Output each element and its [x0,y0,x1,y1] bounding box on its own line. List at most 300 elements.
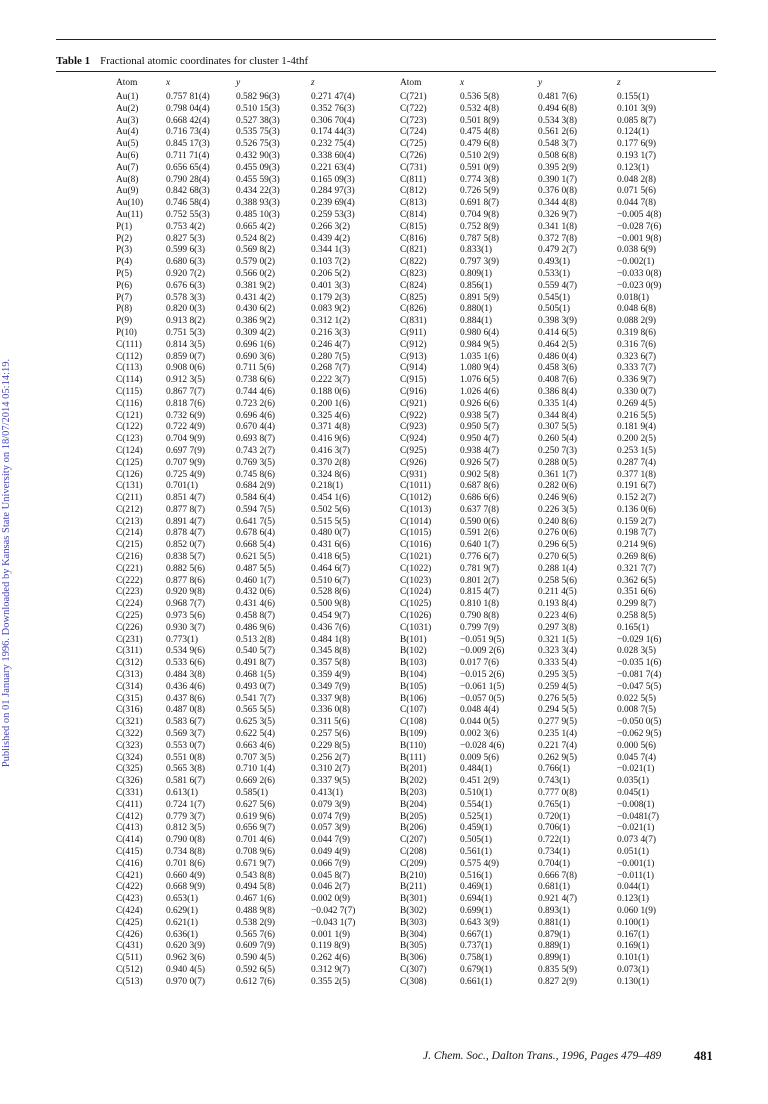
table-cell: C(425) [116,917,143,928]
table-cell: 0.569 3(7) [166,729,206,740]
download-notice[interactable]: Published on 01 January 1996. Downloaded by Kansas State University on 18/07/2014 05:14:19. [1,358,12,768]
table-cell: 0.734(1) [538,847,571,857]
table-cell: −0.011(1) [617,870,654,881]
table-cell: 0.679(1) [460,964,493,975]
table-cell: 0.295 3(5) [538,670,578,681]
table-cell: 0.668 5(4) [236,540,276,551]
table-cell: C(925) [400,445,427,456]
table-cell: −0.021(1) [617,764,655,775]
table-cell: C(824) [400,280,427,291]
table-cell: 0.491 8(7) [236,658,276,669]
table-cell: 0.968 7(7) [166,599,206,610]
table-cell: 0.319 8(6) [617,327,657,338]
table-cell: 0.280 7(5) [311,351,351,362]
table-cell: 0.270 6(5) [538,552,578,563]
table-cell: 0.028 3(5) [617,646,657,657]
table-cell: C(115) [116,386,143,397]
table-cell: 0.984 9(5) [460,339,500,350]
table-cell: 0.216 3(3) [311,327,351,338]
table-cell: C(913) [400,351,427,362]
table-cell: 0.565 3(8) [166,764,206,775]
table-cell: 0.165(1) [617,622,650,633]
table-cell: B(106) [400,693,427,704]
table-cell: 0.889(1) [538,941,571,952]
table-cell: B(103) [400,658,427,669]
table-cell: 0.699(1) [460,905,493,916]
table-cell: C(111) [116,339,142,350]
table-cell: C(1023) [400,575,432,586]
table-cell: 0.362 6(5) [617,575,657,586]
table-cell: 0.222 3(7) [311,375,351,386]
table-cell: −0.029 1(6) [617,634,662,645]
table-cell: 0.276 5(5) [538,693,578,704]
table-cell: 0.479 6(8) [460,139,500,150]
table-cell: P(3) [116,245,133,256]
table-cell: 0.388 93(3) [236,198,280,209]
table-cell: 0.436 4(6) [166,681,206,692]
table-cell: 0.073(1) [617,964,650,975]
table-cell: 0.681(1) [538,882,571,893]
table-cell: C(424) [116,905,143,916]
table-cell: 0.324 8(6) [311,469,351,480]
table-cell: 0.454 1(6) [311,493,351,504]
table-cell: −0.061 1(5) [460,681,505,692]
table-cell: 0.950 4(7) [460,434,500,445]
table-cell: 0.707 9(9) [166,457,206,468]
table-cell: 0.538 2(9) [236,917,276,928]
table-cell: 0.666 7(8) [538,870,578,881]
table-cell: C(811) [400,174,427,185]
table-cell: 0.288 0(5) [538,457,578,468]
table-cell: −0.050 0(5) [617,717,662,728]
table-cell: 0.009 5(6) [460,752,500,763]
table-cell: 0.494 5(8) [236,882,276,893]
table-cell: −0.028 4(6) [460,740,505,751]
table-cell: 0.912 3(5) [166,375,206,386]
table-cell: 0.543 8(8) [236,870,276,881]
table-cell: 0.678 6(4) [236,528,276,539]
table-cell: 0.246 4(7) [311,339,351,350]
table-cell: 0.071 5(6) [617,186,657,197]
table-cell: 0.637 7(8) [460,504,500,515]
table-cell: P(2) [116,233,133,244]
table-cell: C(307) [400,964,427,975]
table-cell: 0.691 8(7) [460,198,500,209]
table-cell: 0.048 6(8) [617,304,657,315]
table-cell: 0.022 5(5) [617,693,657,704]
table-cell: C(931) [400,469,427,480]
z-header: z [311,78,315,88]
table-cell: 0.100(1) [617,917,650,928]
table-cell: 0.653(1) [166,894,199,905]
table-cell: 0.590 4(5) [236,953,276,964]
table-cell: 0.722 4(9) [166,422,206,433]
table-cell: 0.258 8(5) [617,611,657,622]
table-cell: 0.746 58(4) [166,198,210,209]
table-cell: 0.704 9(9) [166,434,206,445]
table-cell: 0.533(1) [538,268,571,279]
table-cell: C(911) [400,327,427,338]
table-cell: 0.723 2(6) [236,398,276,409]
table-cell: 0.663 4(6) [236,740,276,751]
table-cell: 0.240 8(6) [538,516,578,527]
table-cell: C(314) [116,681,143,692]
table-cell: 0.565 5(5) [236,705,276,716]
table-cell: 0.044(1) [617,882,650,893]
table-cell: 0.599 6(3) [166,245,206,256]
table-cell: 0.002 3(6) [460,729,500,740]
table-cell: 0.697 7(9) [166,445,206,456]
table-cell: 0.221 7(4) [538,740,578,751]
table-cell: 0.510 2(9) [460,150,500,161]
table-cell: 1.035 1(6) [460,351,500,362]
table-cell: C(208) [400,847,427,857]
table-cell: C(823) [400,268,427,279]
table-cell: 0.357 5(8) [311,658,351,669]
table-cell: 0.049 4(9) [311,847,351,857]
table-cell: 0.505(1) [538,304,571,315]
table-cell: 0.336 9(7) [617,375,657,386]
table-cell: 0.902 5(8) [460,469,500,480]
table-cell: 0.920 9(8) [166,587,206,598]
table-cell: −0.015 2(6) [460,670,505,681]
table-cell: P(10) [116,327,137,338]
table-cell: 0.214 9(6) [617,540,657,551]
table-cell: 0.765(1) [538,799,571,810]
table-cell: 0.057 3(9) [311,823,351,834]
table-cell: 0.017 7(6) [460,658,500,669]
table-cell: Au(8) [116,174,139,185]
table-cell: 0.613(1) [166,788,199,799]
table-cell: C(513) [116,976,143,987]
table-cell: C(114) [116,375,143,386]
table-cell: C(126) [116,469,143,480]
table-cell: 0.640 1(7) [460,540,500,551]
table-cell: 0.486 9(6) [236,622,276,633]
table-cell: −0.047 5(5) [617,681,662,692]
table-cell: 0.414 6(5) [538,327,578,338]
table-cell: C(921) [400,398,427,409]
table-cell: 0.085 8(7) [617,115,657,126]
table-cell: 0.701 8(6) [166,858,206,869]
table-cell: C(112) [116,351,143,362]
table-label: Table 1 [56,55,91,67]
table-cell: C(723) [400,115,427,126]
table-cell: 0.336 0(8) [311,705,351,716]
table-cell: 0.323 3(4) [538,646,578,657]
table-cell: 0.908 0(6) [166,363,206,374]
table-cell: C(511) [116,953,143,964]
table-cell: C(321) [116,717,143,728]
table-cell: 0.591 0(9) [460,162,500,173]
table-cell: C(215) [116,540,143,551]
table-cell: C(1011) [400,481,431,492]
table-cell: 0.430 6(2) [236,304,276,315]
table-cell: 0.079 3(9) [311,799,351,810]
table-cell: 0.810 1(8) [460,599,500,610]
table-cell: 0.757 81(4) [166,92,210,102]
table-cell: 0.468 1(5) [236,670,276,681]
table-cell: 0.532 4(8) [460,103,500,114]
table-cell: 0.704 9(8) [460,209,500,220]
table-cell: Au(10) [116,198,144,209]
table-cell: 0.835 5(9) [538,964,578,975]
right-z-column [617,78,661,989]
table-cell: C(113) [116,363,143,374]
table-cell: 0.926 5(7) [460,457,500,468]
table-cell: 0.710 1(4) [236,764,276,775]
table-cell: 0.545(1) [538,292,571,303]
table-cell: C(207) [400,835,427,846]
table-cell: 0.540 5(7) [236,646,276,657]
table-title: Fractional atomic coordinates for cluster 1-4thf [100,55,309,67]
table-cell: C(221) [116,563,143,574]
table-cell: C(915) [400,375,427,386]
table-cell: 0.455 09(3) [236,162,280,173]
table-cell: 0.044 0(5) [460,717,500,728]
table-cell: 0.852 0(7) [166,540,206,551]
table-cell: 0.583 6(7) [166,717,206,728]
table-cell: 0.259 53(3) [311,209,355,220]
table-cell: 0.620 3(9) [166,941,206,952]
table-cell: 0.591 2(6) [460,528,500,539]
table-cell: −0.062 9(5) [617,729,662,740]
table-cell: 0.668 42(4) [166,115,210,126]
table-cell: 0.696 4(6) [236,410,276,421]
table-cell: 0.046 2(7) [311,882,351,893]
table-cell: 0.773(1) [166,634,199,645]
table-cell: 0.271 47(4) [311,92,355,102]
table-cell: 0.341 1(8) [538,221,578,232]
table-cell: 0.288 1(4) [538,563,578,574]
table-cell: B(305) [400,941,427,952]
table-cell: 0.307 5(5) [538,422,578,433]
table-cell: 0.475 4(8) [460,127,500,138]
table-cell: 0.973 5(6) [166,611,206,622]
table-cell: C(415) [116,847,143,857]
table-cell: B(101) [400,634,427,645]
table-cell: 0.798 04(4) [166,103,210,114]
table-cell: 0.548 3(7) [538,139,578,150]
table-cell: 0.493 0(7) [236,681,276,692]
table-cell: 0.609 7(9) [236,941,276,952]
page-number: 481 [694,1049,713,1063]
table-cell: −0.008(1) [617,799,655,810]
table-cell: 0.101(1) [617,953,650,964]
table-cell: C(924) [400,434,427,445]
table-cell: 0.386 8(4) [538,386,578,397]
table-cell: 1.080 9(4) [460,363,500,374]
table-cell: 0.619 9(6) [236,811,276,822]
table-cell: C(1013) [400,504,432,515]
table-cell: 0.524 8(2) [236,233,276,244]
table-cell: 0.136 0(6) [617,504,657,515]
table-cell: C(722) [400,103,427,114]
table-cell: 0.130(1) [617,976,650,987]
table-cell: 0.101 3(9) [617,103,657,114]
table-cell: 0.299 8(7) [617,599,657,610]
table-cell: C(1016) [400,540,432,551]
table-cell: C(822) [400,257,427,268]
table-cell: 0.451 2(9) [460,776,500,787]
table-cell: C(1022) [400,563,432,574]
table-cell: C(1014) [400,516,432,527]
table-cell: 0.235 1(4) [538,729,578,740]
table-cell: 0.337 9(8) [311,693,351,704]
table-cell: 0.690 3(6) [236,351,276,362]
table-cell: 0.585(1) [236,788,269,799]
table-cell: −0.051 9(5) [460,634,505,645]
table-cell: C(831) [400,316,427,327]
table-cell: 0.436 7(6) [311,622,351,633]
table-cell: 0.684 2(9) [236,481,276,492]
table-cell: C(225) [116,611,143,622]
table-cell: 0.534 9(6) [166,646,206,657]
table-cell: 0.594 7(5) [236,504,276,515]
table-cell: −0.033 0(8) [617,268,662,279]
table-cell: C(214) [116,528,143,539]
table-cell: 0.257 5(6) [311,729,351,740]
table-cell: 0.297 3(8) [538,622,578,633]
table-cell: 0.177 6(9) [617,139,657,150]
table-cell: 0.038 6(9) [617,245,657,256]
table-cell: 0.745 8(6) [236,469,276,480]
table-cell: Au(1) [116,92,139,102]
table-cell: C(123) [116,434,143,445]
table-cell: B(306) [400,953,427,964]
table-cell: C(422) [116,882,143,893]
table-cell: 0.643 3(9) [460,917,500,928]
table-cell: C(816) [400,233,427,244]
table-cell: B(205) [400,811,427,822]
table-cell: 0.930 3(7) [166,622,206,633]
right-atom-column [400,78,431,989]
table-cell: P(6) [116,280,133,291]
table-cell: 0.074 7(9) [311,811,351,822]
table-cell: 0.338 60(4) [311,150,355,161]
table-cell: 0.921 4(7) [538,894,578,905]
table-cell: 0.269 8(6) [617,552,657,563]
table-cell: 0.395 2(9) [538,162,578,173]
table-cell: −0.001(1) [617,858,655,869]
table-cell: 1.026 4(6) [460,386,500,397]
table-cell: C(324) [116,752,143,763]
table-cell: 0.693 8(7) [236,434,276,445]
table-cell: B(104) [400,670,427,681]
table-cell: 0.377 1(8) [617,469,657,480]
table-cell: 0.044 7(8) [617,198,657,209]
table-cell: 0.877 8(6) [166,575,206,586]
table-cell: −0.028 7(6) [617,221,662,232]
table-cell: 0.716 73(4) [166,127,210,138]
table-cell: 0.671 9(7) [236,858,276,869]
table-cell: 0.707 3(5) [236,752,276,763]
table-cell: C(124) [116,445,143,456]
table-cell: 0.501 8(9) [460,115,500,126]
table-cell: 0.694(1) [460,894,493,905]
table-cell: 0.528 8(6) [311,587,351,598]
left-x-column [166,78,210,989]
table-cell: B(303) [400,917,427,928]
table-cell: C(812) [400,186,427,197]
table-cell: B(102) [400,646,427,657]
table-cell: Au(3) [116,115,139,126]
table-cell: 0.534 3(8) [538,115,578,126]
table-cell: C(313) [116,670,143,681]
table-cell: 0.743 2(7) [236,445,276,456]
table-cell: 0.508 6(8) [538,150,578,161]
table-cell: 0.167(1) [617,929,650,940]
table-cell: 0.386 9(2) [236,316,276,327]
table-cell: 0.258 5(6) [538,575,578,586]
table-cell: 0.381 9(2) [236,280,276,291]
table-cell: 0.216 5(5) [617,410,657,421]
table-cell: Au(9) [116,186,139,197]
table-cell: 0.720(1) [538,811,571,822]
table-cell: C(209) [400,858,427,869]
table-cell: 0.432 0(6) [236,587,276,598]
table-cell: 0.321 7(7) [617,563,657,574]
table-cell: C(1026) [400,611,432,622]
table-cell: 0.751 5(3) [166,327,206,338]
table-cell: 0.818 7(6) [166,398,206,409]
table-cell: 0.401 3(3) [311,280,351,291]
table-cell: 0.926 6(6) [460,398,500,409]
table-cell: C(813) [400,198,427,209]
table-cell: 0.526 75(3) [236,139,280,150]
table-cell: 0.809(1) [460,268,493,279]
table-cell: 0.467 1(6) [236,894,276,905]
table-cell: 0.790 0(8) [166,835,206,846]
table-cell: 0.893(1) [538,905,571,916]
table-cell: 0.262 4(6) [311,953,351,964]
table-cell: B(302) [400,905,427,916]
table-cell: 0.044 7(9) [311,835,351,846]
table-cell: C(222) [116,575,143,586]
table-cell: Au(5) [116,139,139,150]
table-cell: B(304) [400,929,427,940]
table-cell: C(213) [116,516,143,527]
table-cell: C(316) [116,705,143,716]
table-cell: 0.940 4(5) [166,964,206,975]
table-cell: −0.023 0(9) [617,280,662,291]
table-cell: 0.487 5(5) [236,563,276,574]
table-cell: C(412) [116,811,143,822]
table-cell: C(726) [400,150,427,161]
table-cell: 0.459(1) [460,823,493,834]
table-cell: 0.355 2(5) [311,976,351,987]
table-cell: 0.938 4(7) [460,445,500,456]
table-cell: 0.913 8(2) [166,316,206,327]
table-cell: B(204) [400,799,427,810]
table-cell: 0.284 97(3) [311,186,355,197]
y-header: y [538,78,543,88]
table-cell: C(413) [116,823,143,834]
table-cell: 0.686 6(6) [460,493,500,504]
table-cell: 0.460 1(7) [236,575,276,586]
left-y-column [236,78,280,989]
table-cell: 0.259 4(5) [538,681,578,692]
table-cell: −0.002(1) [617,257,655,268]
table-cell: 0.193 8(4) [538,599,578,610]
table-cell: 0.708 9(6) [236,847,276,857]
table-cell: 0.621(1) [166,917,199,928]
table-cell: 0.838 5(7) [166,552,206,563]
left-z-column [311,78,355,989]
table-caption [56,55,308,67]
table-cell: 0.500 9(8) [311,599,351,610]
table-cell: 0.337 9(5) [311,776,351,787]
